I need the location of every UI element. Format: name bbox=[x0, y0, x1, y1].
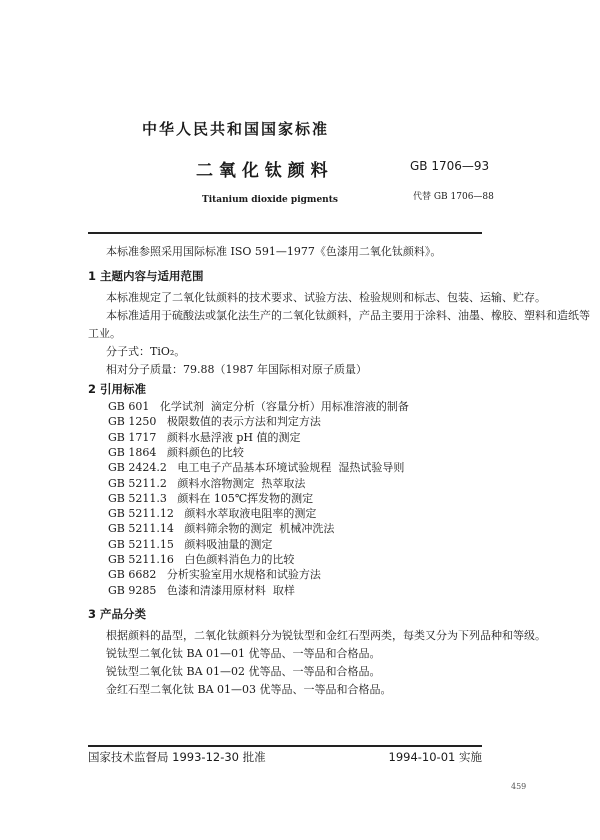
national-standard-heading: 中华人民共和国国家标准 bbox=[142, 120, 330, 138]
section-3-line: 根据颜料的晶型，二氧化钛颜料分为锐钛型和金红石型两类，每类又分为下列品种和等级。 bbox=[106, 629, 546, 642]
reference-item: GB 601 化学试剂 滴定分析（容量分析）用标准溶液的制备 bbox=[108, 400, 409, 413]
section-3-line: 锐钛型二氧化钛 BA 01—02 优等品、一等品和合格品。 bbox=[106, 665, 381, 678]
section-3-line: 金红石型二氧化钛 BA 01—03 优等品、一等品和合格品。 bbox=[106, 683, 392, 696]
reference-item: GB 5211.2 颜料水溶物测定 热萃取法 bbox=[108, 476, 306, 490]
section-3-line: 锐钛型二氧化钛 BA 01—01 优等品、一等品和合格品。 bbox=[106, 647, 381, 660]
approval-date: 国家技术监督局 1993-12-30 批准 bbox=[88, 750, 266, 764]
section-1-paragraph: 本标准适用于硫酸法或氯化法生产的二氧化钛颜料，产品主要用于涂料、油墨、橡胶、塑料和造纸等 bbox=[106, 309, 590, 322]
section-1-paragraph: 工业。 bbox=[88, 327, 121, 340]
reference-item: GB 1717 颜料水悬浮液 pH 值的测定 bbox=[108, 430, 301, 444]
header-rule bbox=[88, 232, 482, 234]
reference-item: GB 5211.14 颜料筛余物的测定 机械冲洗法 bbox=[108, 522, 335, 536]
footer-rule bbox=[88, 745, 482, 747]
reference-item: GB 5211.3 颜料在 105℃挥发物的测定 bbox=[108, 491, 314, 505]
section-2-heading: 2 引用标准 bbox=[88, 382, 147, 396]
intro-paragraph: 本标准参照采用国际标准 ISO 591—1977《色漆用二氧化钛颜料》。 bbox=[106, 245, 442, 258]
reference-item: GB 9285 色漆和清漆用原材料 取样 bbox=[108, 583, 295, 597]
effective-date: 1994-10-01 实施 bbox=[388, 750, 482, 764]
reference-item: GB 1250 极限数值的表示方法和判定方法 bbox=[108, 415, 321, 429]
standard-code: GB 1706—93 bbox=[410, 159, 490, 173]
reference-item: GB 6682 分析实验室用水规格和试验方法 bbox=[108, 568, 321, 582]
reference-item: GB 1864 颜料颜色的比较 bbox=[108, 445, 244, 459]
reference-item: GB 5211.12 颜料水萃取液电阻率的测定 bbox=[108, 507, 317, 521]
replaces-code: 代替 GB 1706—88 bbox=[413, 192, 494, 202]
reference-item: GB 5211.15 颜料吸油量的测定 bbox=[108, 537, 273, 551]
reference-item: GB 5211.16 白色颜料消色力的比较 bbox=[108, 553, 295, 566]
section-1-paragraph: 本标准规定了二氧化钛颜料的技术要求、试验方法、检验规则和标志、包装、运输、贮存。 bbox=[106, 291, 546, 304]
document-title-cn: 二 氧 化 钛 颜 料 bbox=[196, 161, 328, 181]
section-3-heading: 3 产品分类 bbox=[88, 607, 147, 621]
reference-item: GB 2424.2 电工电子产品基本环境试验规程 湿热试验导则 bbox=[108, 461, 405, 475]
page-number: 459 bbox=[511, 782, 527, 791]
section-1-heading: 1 主题内容与适用范围 bbox=[88, 269, 204, 283]
molecular-formula: 分子式：TiO₂。 bbox=[106, 345, 186, 358]
molecular-mass: 相对分子质量：79.88（1987 年国际相对原子质量） bbox=[106, 363, 367, 376]
document-title-en: Titanium dioxide pigments bbox=[202, 195, 338, 205]
